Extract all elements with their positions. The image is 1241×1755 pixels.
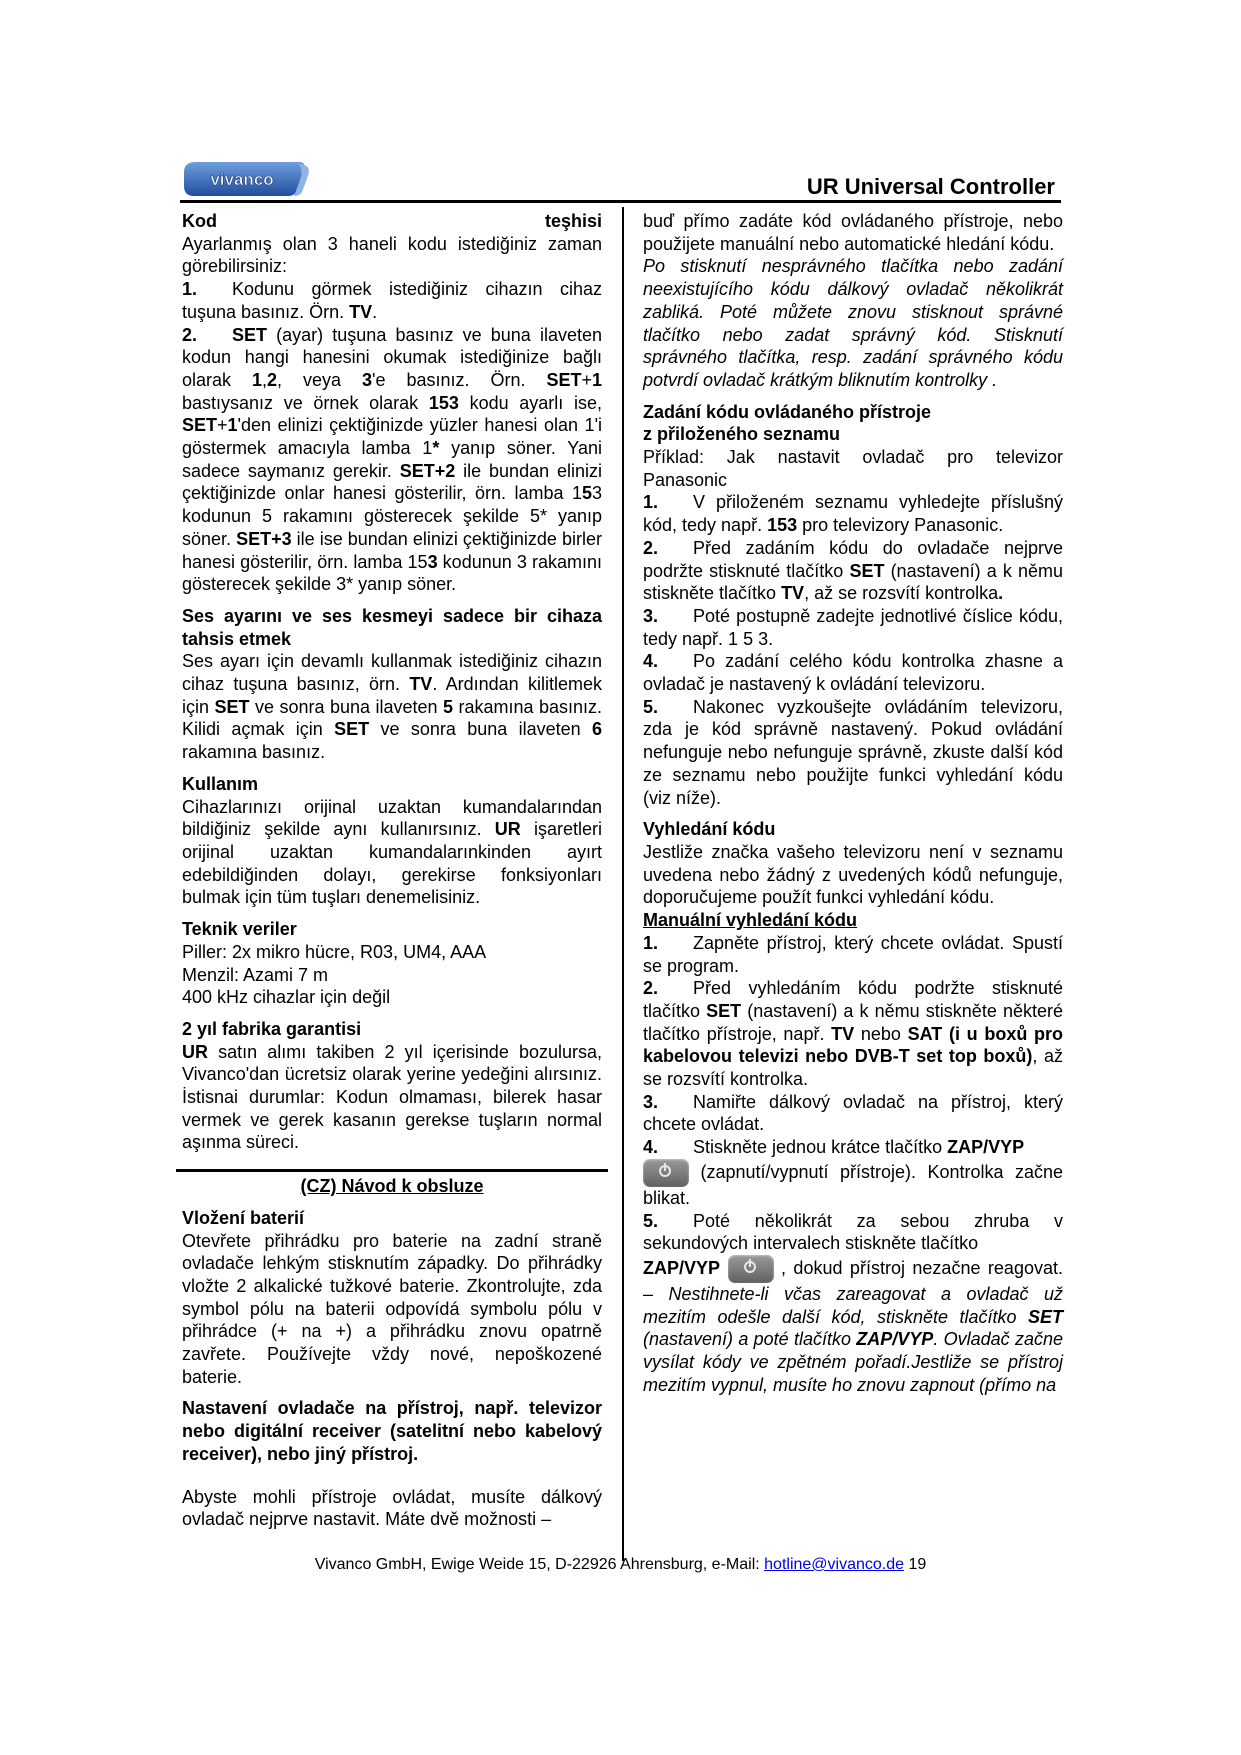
garanti-text: UR satın alımı takiben 2 yıl içerisinde bozulursa, Vivanco'dan ücretsiz olarak yerine yedeğini alırsınız. İstisnai durumlar: Kodun olmaması, bilerek hasar vermek ve gerek kasanın gerekse tuşların normal aşınma süreci. — [182, 1041, 602, 1153]
kod-step-1: 1. Kodunu görmek istediğiniz cihazın cihaz tuşuna basınız. Örn. TV. — [182, 279, 602, 322]
kod-intro: Ayarlanmış olan 3 haneli kodu istediğiniz zaman görebilirsiniz: — [182, 233, 602, 277]
kod-step-2: 2. SET (ayar) tuşuna basınız ve buna ilaveten kodun hangi hanesini okumak istediğinize bağlı olarak 1,2, veya 3'e basınız. Örn. SET+1 bastıysanız ve örnek olarak 153 kodu ayarlı ise, SET+1'den elinizi çektiğinizde yüzler hanesi olan 1'i göstermek amacıyla lamba 1* yanıp söner. Yani sadece saymanız gerekir. SET+2 ile bundan elinizi çektiğinizde onlar hanesi gösterilir, örn. lamba 153 kodunun 5 rakamını gösterecek şekilde 5* yanıp söner. SET+3 ile ise bundan elinizi çektiğinizde birler hanesi gösterilir, örn. lamba 153 kodunun 3 rakamını gösterecek şekilde 3* yanıp söner. — [182, 324, 602, 595]
cz-title: (CZ) Návod k obsluze — [300, 1176, 484, 1197]
teknik-line-3: 400 kHz cihazlar için değil — [182, 987, 391, 1008]
logo-text: vivanco — [210, 170, 274, 189]
nastaveni-heading: Nastavení ovladače na přístroj, např. televizor nebo digitální receiver (satelitní nebo kabelový receiver), nebo jiný přístroj. — [182, 1398, 602, 1464]
vlozeni-text: Otevřete přihrádku pro baterie na zadní straně ovladače lehkým stisknutím západky. Do přihrádky vložte 2 alkalické tužkové baterie. Zkontrolujte, zda symbol pólu na baterii odpovídá symbolu pólu v přihrádce (+ na +) a přihrádku znovu opatrně zavřete. Používejte vždy nové, nepoškozené baterie. — [182, 1230, 602, 1387]
vivanco-logo — [182, 160, 314, 198]
teknik-line-1: Piller: 2x mikro hücre, R03, UM4, AAA — [182, 941, 487, 962]
zadani-step-3: 3. Poté postupně zadejte jednotlivé číslice kódu, tedy např. 1 5 3. — [643, 605, 1063, 649]
page-title: UR Universal Controller — [806, 174, 1055, 199]
zadani-step-2: 2. Před zadáním kódu do ovladače nejprve podržte stisknuté tlačítko SET (nastavení) a k němu stiskněte tlačítko TV, až se rozsvítí kontrolka. — [643, 537, 1063, 604]
zadani-example: Příklad: Jak nastavit ovladač pro televizor Panasonic — [643, 447, 1063, 490]
kod-heading-left: Kod — [182, 211, 217, 231]
footer — [0, 1556, 1241, 1574]
header-rule — [180, 200, 1061, 203]
footer-address: Vivanco GmbH, Ewige Weide 15, D-22926 Ahrensburg, e-Mail: — [314, 1556, 765, 1573]
kullanim-heading: Kullanım — [182, 773, 259, 794]
vlozeni-heading: Vložení baterií — [182, 1207, 305, 1228]
vyhledani-heading: Vyhledání kódu — [643, 819, 776, 840]
manualni-step-1: 1. Zapněte přístroj, který chcete ovládat. Spustí se program. — [643, 932, 1063, 976]
vyhledani-text: Jestliže značka vašeho televizoru není v seznamu uvedena nebo žádný z uvedených kódů nefunguje, doporučujeme použít funkci vyhledání kódu. — [643, 841, 1063, 908]
nastaveni-text: Abyste mohli přístroje ovládat, musíte dálkový ovladač nejprve nastavit. Máte dvě možnosti – — [182, 1486, 602, 1530]
page-number: 19 — [904, 1556, 927, 1573]
manualni-step-2: 2. Před vyhledáním kódu podržte stisknuté tlačítko SET (nastavení) a k němu stiskněte některé tlačítko přístroje, např. TV nebo SAT (i u boxů pro kabelovou televizi nebo DVB-T set top boxů), až se rozsvítí kontrolka. — [643, 978, 1064, 1090]
manualni-step-4: 4. Stiskněte jednou krátce tlačítko ZAP/VYP (zapnutí/vypnutí přístroje). Kontrolka začne blikat. — [643, 1137, 1063, 1208]
teknik-line-2: Menzil: Azami 7 m — [182, 964, 329, 985]
kod-heading-right: teşhisi — [544, 211, 602, 231]
continued-text: buď přímo zadáte kód ovládaného přístroje, nebo použijete manuální nebo automatické hledání kódu. — [643, 211, 1063, 254]
column-divider — [622, 207, 624, 1561]
continued-italic: Po stisknutí nesprávného tlačítka nebo zadání neexistujícího kódu dálkový ovladač několikrát zabliká. Poté můžete znovu stisknout správné tlačítko nebo zadat správný kód. Stisknutí správného tlačítka, resp. zadání správného kódu potvrdí ovladač krátkým bliknutím kontrolky . — [643, 256, 1063, 390]
cz-section — [176, 1169, 608, 1531]
zadani-step-1: 1. V přiloženém seznamu vyhledejte příslušný kód, tedy např. 153 pro televizory Panasonic. — [643, 492, 1063, 536]
manualni-heading: Manuální vyhledání kódu — [643, 910, 858, 931]
ses-heading: Ses ayarını ve ses kesmeyi sadece bir cihaza tahsis etmek — [182, 605, 602, 649]
zadani-heading-1: Zadání kódu ovládaného přístroje — [643, 401, 932, 422]
garanti-heading: 2 yıl fabrika garantisi — [182, 1018, 362, 1039]
kod-heading — [182, 210, 602, 233]
right-column — [643, 210, 1063, 1396]
ses-text: Ses ayarı için devamlı kullanmak istediğiniz cihazın cihaz tuşuna basınız, örn. TV. Ardından kilitlemek için SET ve sonra buna ilaveten 5 rakamına basınız. Kilidi açmak için SET ve sonra buna ilaveten 6 rakamına basınız. — [182, 651, 602, 763]
power-button-icon — [728, 1255, 774, 1283]
zadani-heading-2: z přiloženého seznamu — [643, 424, 841, 445]
zadani-step-4: 4. Po zadání celého kódu kontrolka zhasne a ovladač je nastavený k ovládání televizoru. — [643, 651, 1063, 695]
power-button-icon — [643, 1159, 689, 1187]
manualni-step-3: 3. Namiřte dálkový ovladač na přístroj, který chcete ovládat. — [643, 1091, 1063, 1135]
left-column — [182, 210, 602, 1531]
zadani-step-5: 5. Nakonec vyzkoušejte ovládáním televizoru, zda je kód správně nastavený. Pokud ovládání nefunguje nebo nefunguje správně, zkuste další kód ze seznamu nebo použijte funkci vyhledání kódu (viz níže). — [643, 696, 1063, 808]
footer-email-link[interactable]: hotline@vivanco.de — [764, 1556, 905, 1573]
kullanim-text: Cihazlarınızı orijinal uzaktan kumandalarından bildiğiniz şekilde aynı kullanırsınız. UR işaretleri orijinal uzaktan kumandalarınkinden ayırt edebildiğinden dolayı, gerekirse fonksiyonları bulmak için tüm tuşları denemelisiniz. — [182, 796, 602, 908]
manualni-step-5: 5. Poté několikrát za sebou zhruba v sekundových intervalech stiskněte tlačítko ZAP/VYP , dokud přístroj nezačne reagovat. – Nestihnete-li včas zareagovat a ovladač už mezitím odešle další kód, stiskněte tlačítko SET (nastavení) a poté tlačítko ZAP/VYP. Ovladač začne vysílat kódy ve zpětném pořadí.Jestliže se přístroj mezitím vypnul, musíte ho znovu zapnout (přímo na — [643, 1210, 1063, 1395]
teknik-heading: Teknik veriler — [182, 919, 297, 940]
